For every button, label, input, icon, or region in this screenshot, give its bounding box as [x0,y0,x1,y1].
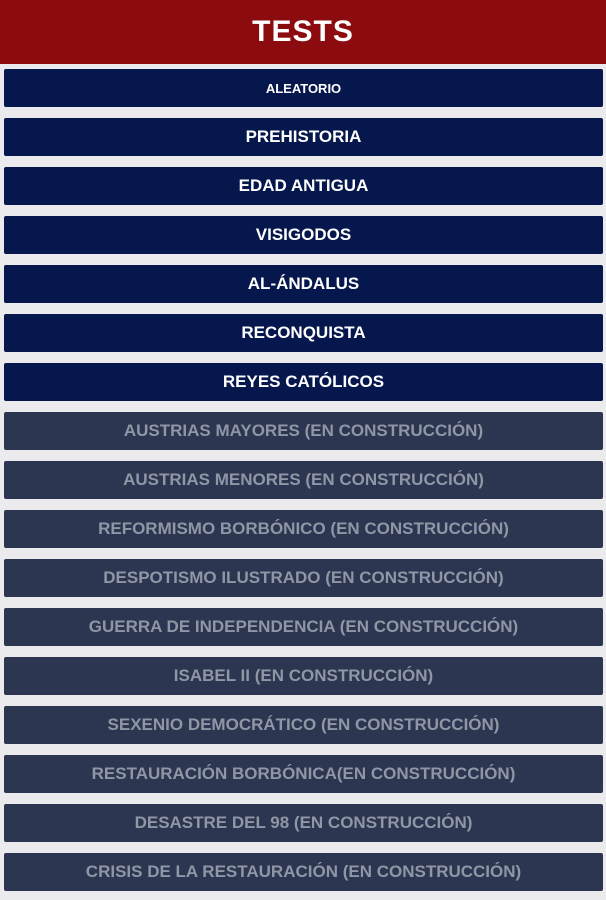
test-button-reconquista[interactable] [4,314,603,352]
page-title: TESTS [252,15,354,48]
test-button-label: DESPOTISMO ILUSTRADO (EN CONSTRUCCIÓN) [103,568,504,587]
test-button-visigodos[interactable] [4,216,603,254]
test-button-aleatorio[interactable] [4,69,603,107]
test-button-label: ISABEL II (EN CONSTRUCCIÓN) [173,666,434,685]
test-button-label: AL-ÁNDALUS [247,274,360,293]
test-button-label: AUSTRIAS MENORES (EN CONSTRUCCIÓN) [123,470,484,489]
test-button-label: AUSTRIAS MAYORES (EN CONSTRUCCIÓN) [123,421,484,440]
test-button-prehistoria[interactable] [4,118,603,156]
test-button-austrias-menores[interactable] [4,461,603,499]
test-button-label: GUERRA DE INDEPENDENCIA (EN CONSTRUCCIÓN) [88,617,519,636]
test-button-al-andalus[interactable] [4,265,603,303]
test-button-label: RESTAURACIÓN BORBÓNICA(EN CONSTRUCCIÓN) [91,764,516,783]
test-button-label: ALEATORIO [265,80,342,96]
test-button-label: SEXENIO DEMOCRÁTICO (EN CONSTRUCCIÓN) [107,715,500,734]
test-button-isabel-ii[interactable] [4,657,603,695]
test-button-guerra-independencia[interactable] [4,608,603,646]
test-button-sexenio-democratico[interactable] [4,706,603,744]
test-button-label: PREHISTORIA [245,127,362,146]
test-button-reyes-catolicos[interactable] [4,363,603,401]
test-button-reformismo-borbonico[interactable] [4,510,603,548]
test-button-label: EDAD ANTIGUA [238,176,369,195]
test-button-label: REFORMISMO BORBÓNICO (EN CONSTRUCCIÓN) [98,519,509,538]
test-button-despotismo-ilustrado[interactable] [4,559,603,597]
test-button-desastre-98[interactable] [4,804,603,842]
test-button-label: VISIGODOS [255,225,352,244]
test-button-label: CRISIS DE LA RESTAURACIÓN (EN CONSTRUCCIÓN) [85,862,522,881]
test-button-crisis-restauracion[interactable] [4,853,603,891]
test-button-label: RECONQUISTA [241,323,366,342]
app-header [0,0,606,64]
test-button-edad-antigua[interactable] [4,167,603,205]
test-button-austrias-mayores[interactable] [4,412,603,450]
test-button-restauracion-borbonica[interactable] [4,755,603,793]
test-button-label: REYES CATÓLICOS [222,372,385,391]
test-button-label: DESASTRE DEL 98 (EN CONSTRUCCIÓN) [134,813,473,832]
